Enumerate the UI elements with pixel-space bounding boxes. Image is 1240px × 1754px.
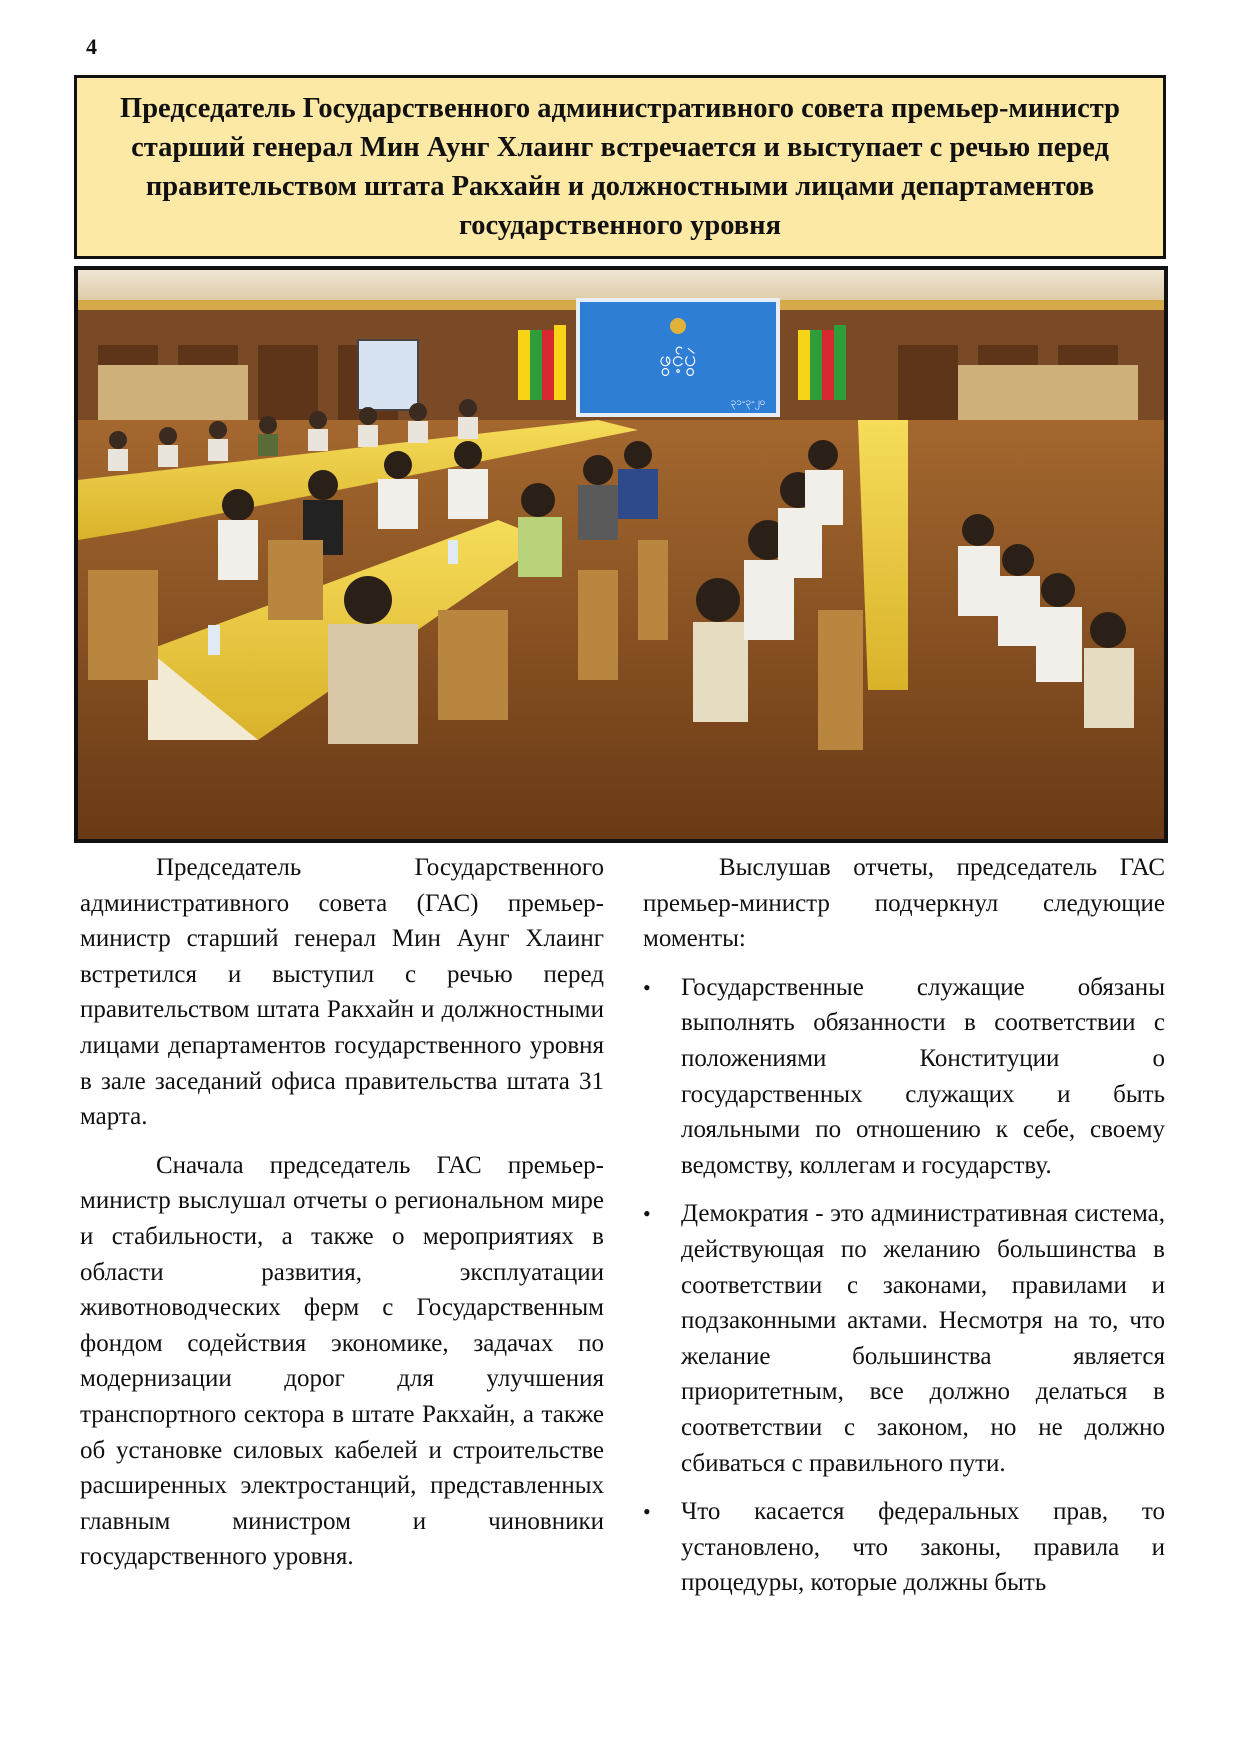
- bullet-icon: •: [643, 1201, 651, 1227]
- paragraph: Председатель Государственного административного совета (ГАС) премьер-министр старший генерал Мин Аунг Хлаинг встретился и выступил с речью перед правительством штата Ракхайн и должностными лицами департаментов государственного уровня в зале заседаний офиса правительства штата 31 марта.: [80, 854, 604, 1131]
- left-column: [80, 850, 604, 1575]
- list-item-text: Что касается федеральных прав, то установлено, что законы, правила и процедуры, которые должны быть: [681, 1498, 1165, 1597]
- screen-caption: ဖွင့်ပွဲ: [659, 347, 697, 372]
- list-item: [643, 970, 1165, 1184]
- meeting-photo: [74, 266, 1168, 843]
- list-item-text: Государственные служащие обязаны выполнять обязанности в соответствии с положениями Конституции о государственных служащих и быть лояльными по отношению к себе, своему ведомству, коллегам и государству.: [681, 973, 1165, 1179]
- bullet-list: [643, 970, 1165, 1601]
- curtain-left: [98, 365, 248, 425]
- page-number: 4: [86, 34, 97, 59]
- meeting-hall-illustration: [78, 270, 1164, 839]
- screen-subcaption: ၃၁-၃-၂၀: [730, 397, 766, 408]
- emblem-icon: [670, 318, 686, 334]
- bullet-icon: •: [643, 974, 651, 1000]
- flags-left: [518, 325, 566, 400]
- headline-box: [74, 75, 1166, 259]
- flags-right: [798, 325, 846, 400]
- wall-map: [358, 340, 418, 410]
- list-item-text: Демократия - это административная система, действующая по желанию большинства в соответствии с законами, правилами и подзаконными актами. Несмотря на то, что желание большинства является приоритетным, все должно делаться в соответствии с законом, но не должно сбиваться с правильного пути.: [681, 1200, 1165, 1477]
- paragraph: Сначала председатель ГАС премьер-министр выслушал отчеты о региональном мире и стабильности, а также о мероприятиях в области развития, эксплуатации животноводческих ферм с Государственным фондом содействия экономике, задачах по модернизации дорог для улучшения транспортного сектора в штате Ракхайн, а также об установке силовых кабелей и строительстве расширенных электростанций, представленных главным министром и чиновники государственного уровня.: [80, 1151, 604, 1571]
- headline: Председатель Государственного административного совета премьер-министр старший генерал Мин Аунг Хлаинг встречается и выступает с речью перед правительством штата Ракхайн и должностными лицами департаментов государственного уровня: [120, 93, 1120, 241]
- bullet-icon: •: [643, 1499, 651, 1525]
- curtain-right: [958, 365, 1138, 425]
- list-item: [643, 1196, 1165, 1481]
- right-column: [643, 850, 1165, 1614]
- list-item: [643, 1494, 1165, 1601]
- paragraph-intro: Выслушав отчеты, председатель ГАС премьер-министр подчеркнул следующие моменты:: [643, 854, 1165, 953]
